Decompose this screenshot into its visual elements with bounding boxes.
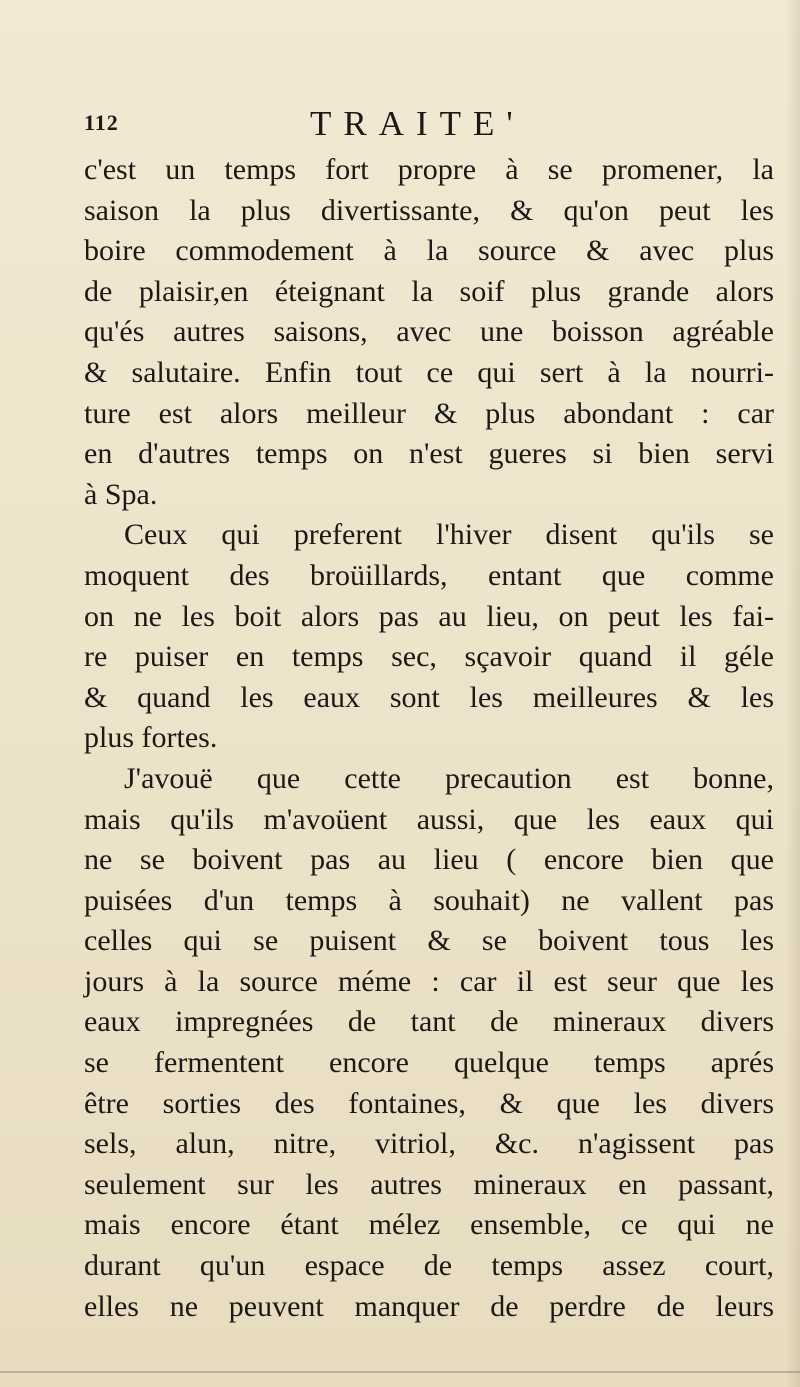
body-text (84, 150, 774, 1327)
text-line: Ceux qui preferent l'hiver disent qu'ils se (124, 518, 774, 552)
text-line: puisées d'un temps à souhait) ne vallent pas (84, 883, 774, 917)
text-line: celles qui se puisent & se boivent tous les (84, 924, 774, 958)
text-line: mais encore étant mélez ensemble, ce qui ne (84, 1208, 774, 1242)
text-line: moquent des broüillards, entant que comme (84, 558, 774, 592)
text-line: re puiser en temps sec, sçavoir quand il géle (84, 640, 774, 674)
text-line: on ne les boit alors pas au lieu, on peut les fai- (84, 599, 774, 633)
text-line: & salutaire. Enfin tout ce qui sert à la nourri- (84, 355, 774, 389)
text-line: seulement sur les autres mineraux en passant, (84, 1167, 774, 1201)
text-line: boire commodement à la source & avec plus (84, 234, 774, 268)
text-line: être sorties des fontaines, & que les divers (84, 1086, 774, 1120)
page-number: 112 (84, 110, 119, 135)
text-line: plus fortes. (84, 721, 218, 755)
bottom-page-edge (0, 1371, 800, 1373)
text-line: & quand les eaux sont les meilleures & les (84, 680, 774, 714)
text-line: durant qu'un espace de temps assez court, (84, 1249, 774, 1283)
text-line: se fermentent encore quelque temps aprés (84, 1046, 774, 1080)
text-line: mais qu'ils m'avoüent aussi, que les eaux qui (84, 802, 774, 836)
text-line: sels, alun, nitre, vitriol, &c. n'agissent pas (84, 1127, 774, 1161)
text-line: c'est un temps fort propre à se promener, la (84, 153, 774, 186)
page-header (84, 104, 774, 144)
text-line: saison la plus divertissante, & qu'on peut les (84, 193, 774, 227)
text-line: de plaisir,en éteignant la soif plus grande alors (84, 274, 774, 308)
text-line: ne se boivent pas au lieu ( encore bien que (84, 843, 774, 877)
text-line: jours à la source méme : car il est seur que les (84, 964, 774, 998)
text-line: qu'és autres saisons, avec une boisson agréable (84, 315, 774, 349)
running-title: TRAITE' (310, 104, 525, 143)
page-edge-shadow (786, 0, 800, 1387)
text-line: en d'autres temps on n'est gueres si bien servi (84, 437, 774, 471)
text-line: ture est alors meilleur & plus abondant : car (84, 396, 774, 430)
text-line: elles ne peuvent manquer de perdre de leurs (84, 1289, 774, 1323)
text-line: à Spa. (84, 477, 158, 511)
text-line: J'avouë que cette precaution est bonne, (124, 761, 774, 795)
text-line: eaux impregnées de tant de mineraux divers (84, 1005, 774, 1039)
